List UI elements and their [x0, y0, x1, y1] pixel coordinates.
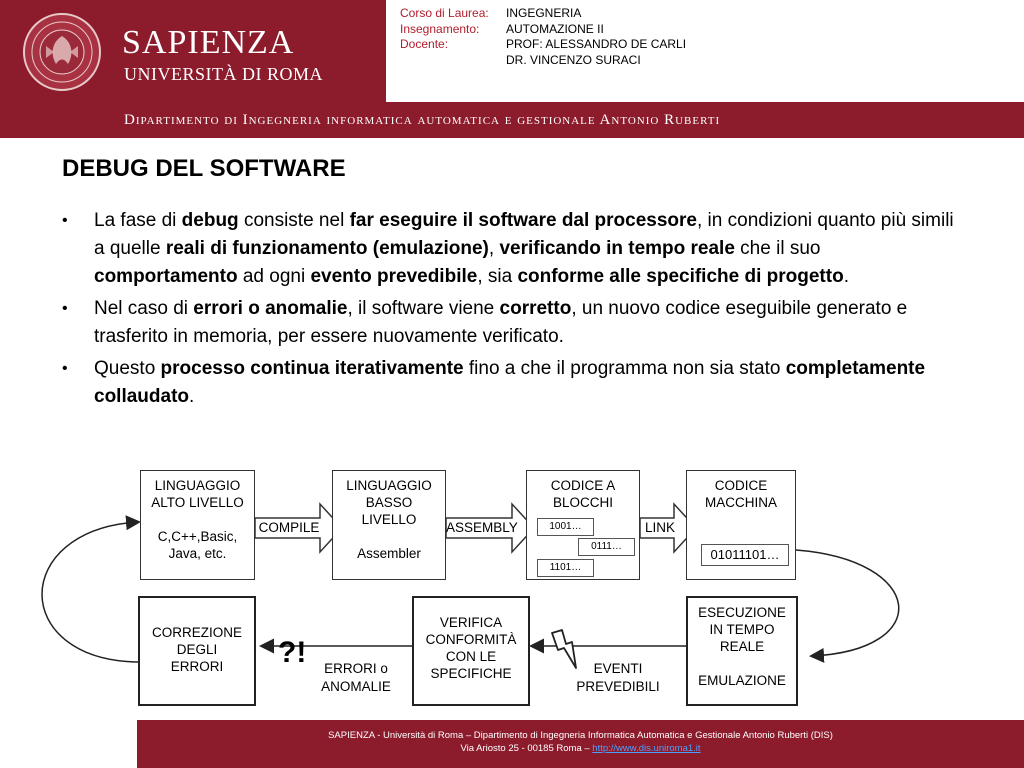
- bullet-list: [62, 207, 962, 415]
- sapienza-seal-icon: [22, 12, 102, 92]
- alert-mark: ?!: [278, 636, 307, 669]
- text-run: , il software viene: [347, 298, 500, 319]
- bold-text: errori o anomalie: [193, 298, 348, 319]
- bold-text: debug: [181, 210, 239, 231]
- footer-line-2: [137, 743, 1024, 754]
- course-info: [400, 6, 686, 68]
- code-block-2: 0111…: [578, 538, 635, 556]
- bold-text: verificando in tempo reale: [499, 238, 735, 259]
- text-run: Questo: [94, 358, 161, 379]
- text-run: .: [843, 266, 849, 287]
- subject-label: Insegnamento:: [400, 21, 480, 36]
- teacher-value: PROF: ALESSANDRO DE CARLI: [506, 37, 687, 51]
- bold-text: comportamento: [94, 266, 238, 287]
- assembly-label: ASSEMBLY: [446, 520, 518, 535]
- high-level-language-box: [140, 470, 255, 580]
- box-line: CORREZIONE: [151, 625, 242, 640]
- code-block-1: 1001…: [537, 518, 594, 536]
- link-label: LINK: [644, 520, 675, 535]
- text-run: che il suo: [734, 238, 821, 259]
- bullet-item: [62, 355, 962, 411]
- errors-label: [306, 660, 406, 696]
- box-line: LINGUAGGIO: [154, 478, 241, 493]
- teacher-row-2: [400, 53, 686, 69]
- box-line: ESECUZIONE: [698, 605, 786, 620]
- box-line: Assembler: [357, 546, 421, 561]
- label-line: ERRORI o: [324, 661, 388, 676]
- box-line: [333, 528, 445, 545]
- box-line: IN TEMPO: [709, 622, 775, 637]
- bold-text: reali di funzionamento (emulazione): [165, 238, 489, 259]
- verify-spec-box: [412, 596, 530, 706]
- text-run: fino a che il programma non sia stato: [463, 358, 786, 379]
- box-line: EMULAZIONE: [698, 673, 786, 688]
- box-line: LIVELLO: [361, 512, 417, 527]
- box-line: ERRORI: [170, 659, 224, 674]
- footer-address: Via Ariosto 25 - 00185 Roma –: [460, 743, 593, 754]
- text-run: , sia: [477, 266, 518, 287]
- course-value: INGEGNERIA: [506, 6, 582, 20]
- bold-text: completamente collaudato: [94, 358, 926, 407]
- box-line: DEGLI: [176, 642, 218, 657]
- brand-name: SAPIENZA: [122, 24, 295, 61]
- footer-line-1: SAPIENZA - Università di Roma – Dipartimento di Ingegneria Informatica Automatica e Gestionale Antonio Ruberti (DIS): [328, 730, 833, 741]
- text-run: La fase di: [94, 210, 182, 231]
- debug-cycle-diagram: [0, 460, 1024, 722]
- box-line: BLOCCHI: [552, 495, 613, 510]
- subject-value: AUTOMAZIONE II: [506, 21, 604, 36]
- real-time-execution-box: [686, 596, 798, 706]
- bold-text: evento prevedibile: [310, 266, 478, 287]
- box-line: [688, 655, 796, 672]
- box-line: CON LE: [445, 649, 497, 664]
- brand-subtitle: UNIVERSITÀ DI ROMA: [124, 64, 323, 84]
- footer-website-link[interactable]: http://www.dis.uniroma1.it: [592, 743, 701, 754]
- label-line: PREVEDIBILI: [576, 679, 660, 694]
- box-line: LINGUAGGIO: [346, 478, 432, 493]
- subject-row: [400, 22, 686, 38]
- bold-text: conforme alle specifiche di progetto: [517, 266, 844, 287]
- box-line: BASSO: [365, 495, 413, 510]
- teacher-value-2: DR. VINCENZO SURACI: [506, 52, 641, 67]
- bullet-item: [62, 295, 962, 351]
- teacher-label: Docente:: [400, 37, 449, 51]
- label-line: ANOMALIE: [321, 679, 391, 694]
- text-run: .: [189, 386, 195, 407]
- teacher-row: [400, 37, 686, 53]
- slide-title: DEBUG DEL SOFTWARE: [62, 155, 346, 182]
- text-run: , un nuovo codice eseguibile generato e trasferito in memoria, per essere nuovamente verificato.: [94, 298, 908, 347]
- department-title: Dipartimento di Ingegneria informatica automatica e gestionale Antonio Ruberti: [124, 112, 721, 128]
- events-label: [560, 660, 676, 696]
- bold-text: processo continua iterativamente: [160, 358, 464, 379]
- box-line: CONFORMITÀ: [425, 632, 517, 647]
- box-line: Java, etc.: [168, 546, 227, 561]
- teacher-label-2: [400, 53, 506, 69]
- box-line: REALE: [719, 639, 765, 654]
- left-loop-arrow: [42, 522, 138, 662]
- error-correction-box: [138, 596, 256, 706]
- box-line: SPECIFICHE: [430, 666, 512, 681]
- bold-text: far eseguire il software dal processore: [349, 210, 697, 231]
- code-block-3: 1101…: [537, 559, 594, 577]
- box-line: MACCHINA: [704, 495, 777, 510]
- course-row: [400, 6, 686, 22]
- label-line: EVENTI: [593, 661, 643, 676]
- text-run: ,: [488, 238, 500, 259]
- low-level-language-box: [332, 470, 446, 580]
- bullet-item: [62, 207, 962, 291]
- course-label: Corso di Laurea:: [400, 6, 489, 20]
- box-line: [141, 511, 254, 528]
- right-loop-arrow: [796, 550, 899, 656]
- text-run: consiste nel: [238, 210, 350, 231]
- machine-code-value: 01011101…: [701, 544, 789, 566]
- bold-text: corretto: [499, 298, 572, 319]
- box-line: CODICE A: [550, 478, 616, 493]
- text-run: ad ogni: [237, 266, 311, 287]
- box-line: VERIFICA: [439, 615, 503, 630]
- compile-label: COMPILE: [258, 520, 320, 535]
- box-line: C,C++,Basic,: [157, 529, 238, 544]
- box-line: CODICE: [714, 478, 768, 493]
- text-run: Nel caso di: [94, 298, 194, 319]
- text-run: , in condizioni quanto più simili a quelle: [94, 210, 954, 259]
- box-line: ALTO LIVELLO: [151, 495, 244, 510]
